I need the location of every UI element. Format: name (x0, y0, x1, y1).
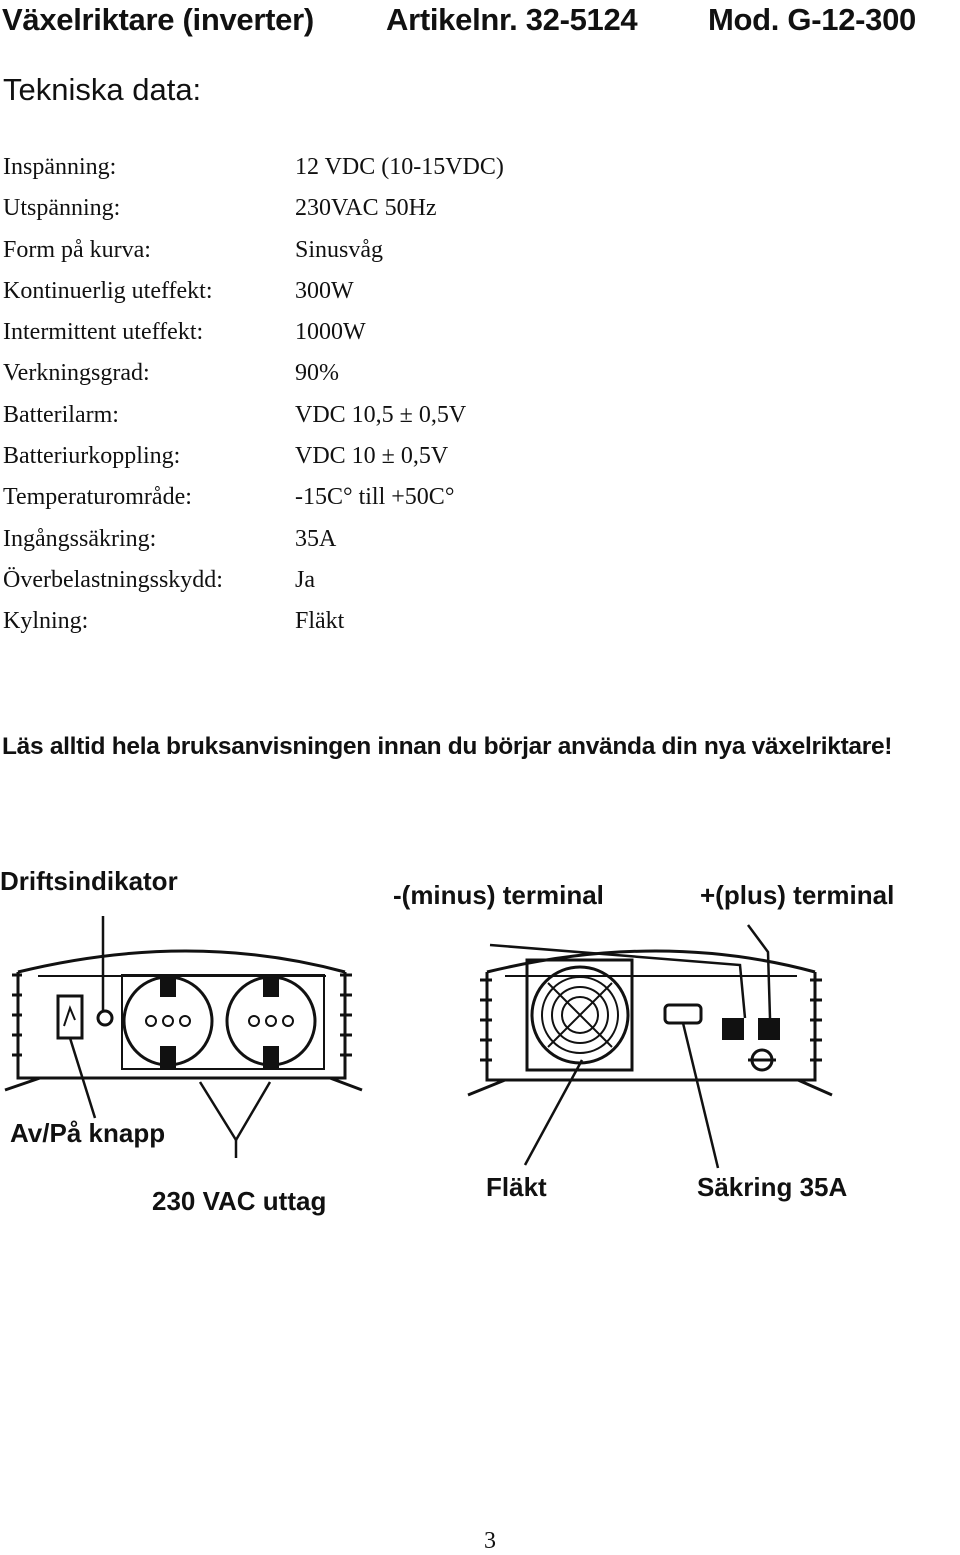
label-minus-terminal: -(minus) terminal (393, 880, 604, 910)
label-outlet: 230 VAC uttag (152, 1186, 327, 1216)
spec-label: Form på kurva: (3, 236, 151, 263)
spec-label: Intermittent uteffekt: (3, 319, 204, 346)
spec-label: Verkningsgrad: (3, 360, 150, 387)
spec-label: Batteriurkoppling: (3, 443, 181, 470)
product-title: Växelriktare (inverter) (2, 2, 314, 37)
spec-value: 230VAC 50Hz (295, 195, 437, 222)
spec-label: Kylning: (3, 608, 89, 635)
label-av-pa-knapp: Av/På knapp (10, 1118, 166, 1148)
spec-value: -15C° till +50C° (295, 484, 455, 511)
spec-label: Temperaturområde: (3, 484, 192, 511)
spec-label: Ingångssäkring: (3, 525, 157, 552)
spec-value: 12 VDC (10-15VDC) (295, 154, 504, 180)
spec-value: Sinusvåg (295, 236, 384, 263)
label-sakring: Säkring 35A (697, 1172, 848, 1202)
page-number: 3 (484, 1528, 496, 1554)
spec-label: Utspänning: (3, 195, 121, 222)
section-title: Tekniska data: (3, 72, 202, 107)
spec-value: Fläkt (295, 608, 345, 635)
spec-label: Inspänning: (3, 154, 117, 180)
spec-value: VDC 10 ± 0,5V (295, 443, 449, 470)
spec-value: 300W (295, 277, 354, 304)
spec-value: 1000W (295, 319, 366, 346)
article-number: Artikelnr. 32-5124 (386, 2, 638, 37)
spec-label: Batterilarm: (3, 401, 119, 428)
spec-value: VDC 10,5 ± 0,5V (295, 401, 467, 428)
label-flakt: Fläkt (486, 1172, 547, 1202)
spec-value: 90% (295, 360, 339, 387)
spec-label: Överbelastningsskydd: (3, 566, 223, 593)
label-plus-terminal: +(plus) terminal (700, 880, 895, 910)
spec-value: Ja (295, 566, 315, 593)
label-driftsindikator: Driftsindikator (0, 866, 178, 896)
spec-value: 35A (295, 525, 337, 552)
notice-text: Läs alltid hela bruksanvisningen innan du börjar använda din nya växelriktare! (2, 733, 893, 760)
model-number: Mod. G-12-300 (708, 2, 916, 37)
spec-label: Kontinuerlig uteffekt: (3, 277, 213, 304)
rear-panel-drawing (468, 925, 832, 1168)
